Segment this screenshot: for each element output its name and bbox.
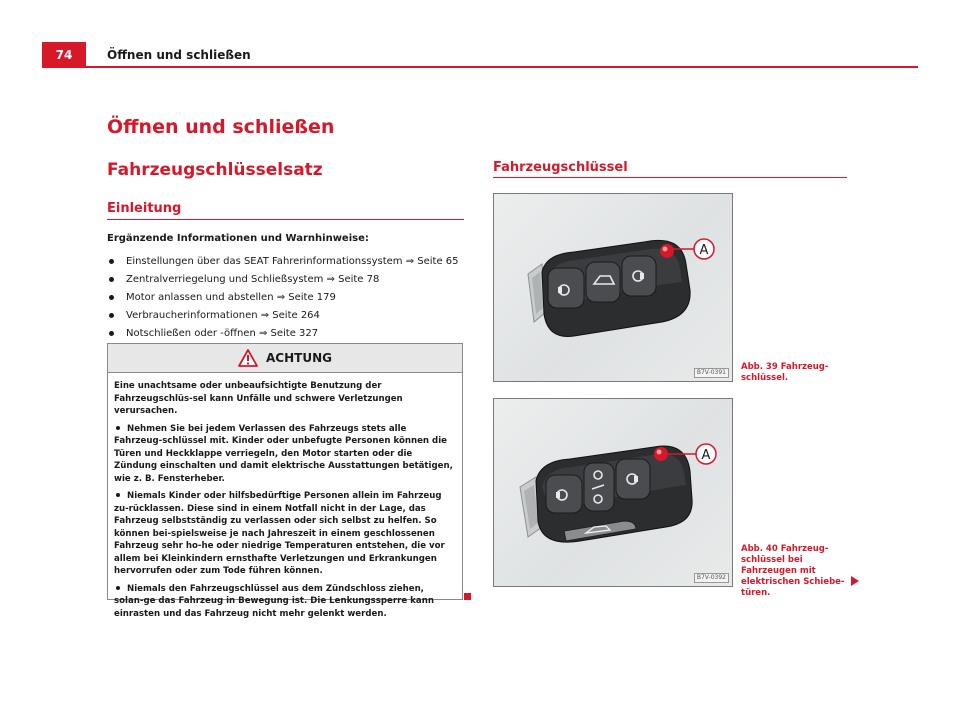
car-key-sliding-doors-illustration xyxy=(494,399,732,586)
warning-header xyxy=(108,344,462,373)
figure-caption: Abb. 39 Fahrzeug-schlüssel. xyxy=(741,362,829,383)
bullet-icon xyxy=(109,259,114,264)
list-item-text: Notschließen oder -öffnen ⇒ Seite 327 xyxy=(126,327,319,339)
warning-item-text: Niemals den Fahrzeugschlüssel aus dem Zündschloss ziehen, solan-ge das Fahrzeug in Bewegung ist. Die Lenkungssperre kann einrasten und das Fahrzeug nicht mehr gelenkt werden. xyxy=(114,583,434,619)
list-item-text: Einstellungen über das SEAT Fahrerinformationssystem ⇒ Seite 65 xyxy=(126,255,459,267)
car-key-illustration xyxy=(494,194,732,381)
figure-code: B7V-0391 xyxy=(694,368,729,378)
subsection-title: Einleitung xyxy=(107,201,182,216)
warning-body xyxy=(108,373,462,620)
warning-lead: Eine unachtsame oder unbeaufsichtigte Benutzung der Fahrzeugschlüs-sel kann Unfälle und schwere Verletzungen verursachen. xyxy=(114,381,403,416)
intro-lead: Ergänzende Informationen und Warnhinweise: xyxy=(107,233,369,244)
list-item-text: Motor anlassen und abstellen ⇒ Seite 179 xyxy=(126,291,336,303)
list-item xyxy=(107,324,459,342)
list-item xyxy=(107,288,459,306)
list-item xyxy=(107,270,459,288)
bullet-icon xyxy=(109,331,114,336)
reference-list xyxy=(107,252,459,342)
warning-item xyxy=(114,583,455,621)
callout-label: A xyxy=(701,448,711,463)
warning-item-text: Niemals Kinder oder hilfsbedürftige Personen allein im Fahrzeug zu-rücklassen. Diese sind in einem Notfall nicht in der Lage, das Fahrzeug selbstständig zu verlassen oder sich selbst zu helfen. So können bei-spielsweise je nach Jahreszeit in einem geschlossenen Fahrzeug sehr ho-he oder niedrige Temperaturen entstehen, die vor allem bei Kleinkindern ernsthafte Verletzungen und Erkrankungen hervorrufen oder zum Tode führen können. xyxy=(114,491,445,576)
section-title: Fahrzeugschlüsselsatz xyxy=(107,160,323,180)
figure-key-sliding-doors xyxy=(493,398,733,587)
callout-label: A xyxy=(699,243,709,258)
bullet-icon xyxy=(109,313,114,318)
warning-item-text: Nehmen Sie bei jedem Verlassen des Fahrzeugs stets alle Fahrzeug-schlüssel mit. Kinder oder unbefugte Personen können die Türen und Heckklappe verriegeln, den Motor starten oder die Zündung einschalten und damit elektrische Ausstattungen betätigen, wie z. B. Fensterheber. xyxy=(114,423,453,484)
warning-title: ACHTUNG xyxy=(266,351,332,365)
warning-item xyxy=(114,423,455,486)
subsection-rule xyxy=(107,219,464,220)
list-item-text: Zentralverriegelung und Schließsystem ⇒ Seite 78 xyxy=(126,273,380,285)
warning-item xyxy=(114,490,455,578)
continue-arrow-icon xyxy=(851,576,859,586)
bullet-icon xyxy=(116,586,120,590)
figure-caption: Abb. 40 Fahrzeug-schlüssel bei Fahrzeugen mit elektrischen Schiebe-türen. xyxy=(741,544,845,598)
right-section-rule xyxy=(493,177,847,178)
bullet-icon xyxy=(116,493,120,497)
chapter-title: Öffnen und schließen xyxy=(107,116,335,138)
list-item-text: Verbraucherinformationen ⇒ Seite 264 xyxy=(126,309,320,321)
bullet-icon xyxy=(109,277,114,282)
list-item xyxy=(107,306,459,324)
bullet-icon xyxy=(116,426,120,430)
figure-code: B7V-0392 xyxy=(694,573,729,583)
running-title: Öffnen und schließen xyxy=(107,48,251,62)
bullet-icon xyxy=(109,295,114,300)
list-item xyxy=(107,252,459,270)
page-number: 74 xyxy=(42,42,86,68)
warning-box xyxy=(107,343,463,619)
header-rule xyxy=(86,66,918,68)
section-end-marker xyxy=(464,593,471,600)
right-section-title: Fahrzeugschlüssel xyxy=(493,160,628,175)
warning-triangle-icon xyxy=(238,349,258,367)
figure-key xyxy=(493,193,733,382)
